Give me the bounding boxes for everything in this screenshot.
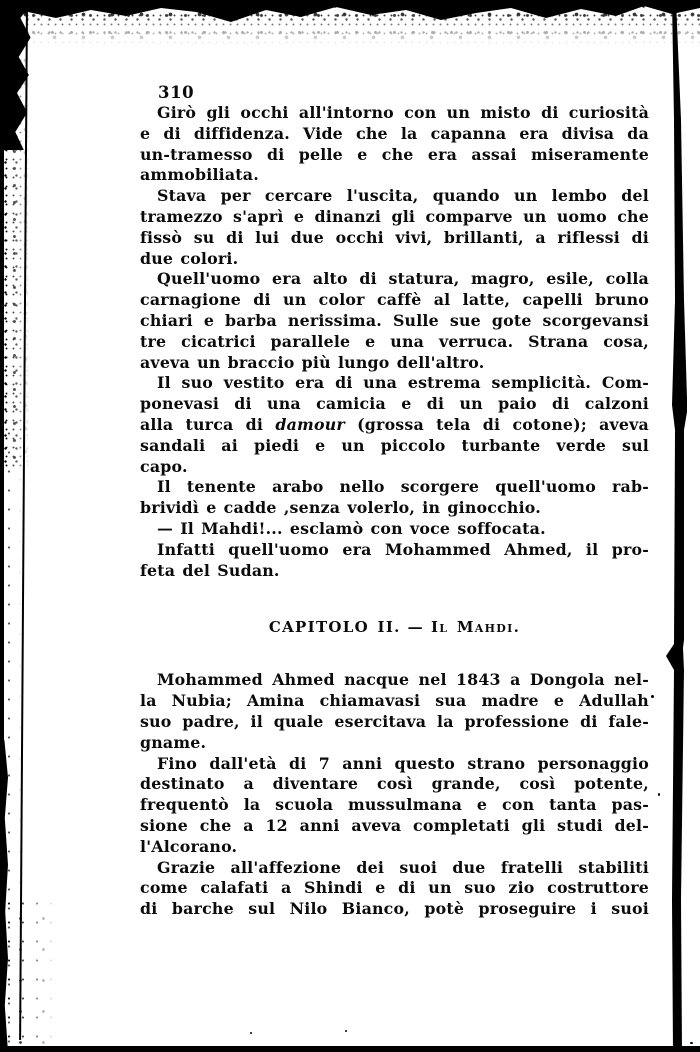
text-line: aveva un braccio più lungo dell'altro. <box>140 352 485 372</box>
scan-speck <box>345 1030 347 1032</box>
text-line: fissò su di lui due occhi vivi, brillanti, a riflessi di <box>140 227 649 247</box>
scan-artifact-bottom-left-noise <box>0 890 58 1052</box>
scan-speck <box>651 695 654 698</box>
text-line: la Nubia; Amina chiamavasi sua madre e Adullah <box>140 691 649 711</box>
text-line: l'Alcorano. <box>140 836 238 856</box>
text-line: ammobiliata. <box>140 165 259 185</box>
paragraph <box>140 103 649 186</box>
scan-speck <box>250 1032 252 1034</box>
text-line: due colori. <box>140 248 239 268</box>
text-block-before-heading <box>140 103 649 581</box>
text-line: ponevasi di una camicia e di un paio di calzoni <box>140 394 649 414</box>
text-line: di barche sul Nilo Bianco, potè proseguire i suoi <box>140 899 649 919</box>
text-line: Infatti quell'uomo era Mohammed Ahmed, il pro- <box>157 539 649 559</box>
text-line: Quell'uomo era alto di statura, magro, esile, colla <box>157 269 649 289</box>
text-line: destinato a diventare così grande, così potente, <box>140 774 649 794</box>
scan-speck <box>690 1042 693 1044</box>
text-line: Fino dall'età di 7 anni questo strano personaggio <box>157 753 649 773</box>
text-line: sandali ai piedi e un piccolo turbante verde sul <box>140 435 649 455</box>
text-line: Grazie all'affezione dei suoi due fratelli stabiliti <box>157 857 649 877</box>
paragraph <box>140 670 649 753</box>
paragraph <box>140 373 649 477</box>
paragraph <box>140 477 649 519</box>
paragraph <box>140 186 649 269</box>
text-line: chiari e barba nerissima. Sulle sue gote scorgevansi <box>140 310 649 330</box>
paragraph <box>140 540 649 582</box>
text-line: Stava per cercare l'uscita, quando un lembo del <box>157 186 649 206</box>
text-line: brividì e cadde ,senza volerlo, in ginocchio. <box>140 498 541 518</box>
paragraph <box>140 269 649 373</box>
text-block-after-heading <box>140 670 649 920</box>
heading-dash: — <box>407 618 424 637</box>
text-column <box>140 82 649 920</box>
text-line: alla turca di damour (grossa tela di cotone); aveva <box>140 414 649 434</box>
scan-speck <box>658 793 660 796</box>
scan-artifact-right-bar <box>664 0 694 1052</box>
paragraph <box>140 754 649 858</box>
text-line: capo. <box>140 456 188 476</box>
text-line: sione che a 12 anni aveva completati gli studi del- <box>140 815 649 835</box>
scan-artifact-bottom-edge <box>0 1046 700 1052</box>
paragraph <box>140 519 649 540</box>
text-line: feta del Sudan. <box>140 560 280 580</box>
chapter-heading <box>140 617 649 637</box>
text-line: tre cicatrici parallele e una verruca. Strana cosa, <box>140 331 649 351</box>
text-line: come calafati a Shindi e di un suo zio costruttore <box>140 878 649 898</box>
text-line: — Il Mahdi!... esclamò con voce soffocata. <box>157 518 546 538</box>
paragraph <box>140 858 649 920</box>
text-line: Il tenente arabo nello scorgere quell'uomo rab- <box>157 477 649 497</box>
text-line: un-tramesso di pelle e che era assai miseramente <box>140 144 649 164</box>
text-line: Girò gli occhi all'intorno con un misto di curiosità <box>157 103 649 122</box>
text-line: Mohammed Ahmed nacque nel 1843 a Dongola nel- <box>157 670 649 690</box>
text-line: Il suo vestito era di una estrema semplicità. Com- <box>157 373 649 393</box>
text-line: gname. <box>140 732 207 752</box>
text-line: e di diffidenza. Vide che la capanna era divisa da <box>140 123 649 143</box>
text-line: suo padre, il quale esercitava la professione di fale- <box>140 711 649 731</box>
chapter-number: CAPITOLO II. <box>268 618 401 637</box>
text-line: tramezzo s'aprì e dinanzi gli comparve un uomo che <box>140 206 649 226</box>
chapter-title: Il Mahdi. <box>430 618 521 637</box>
text-line: frequentò la scuola mussulmana e con tanta pas- <box>140 795 649 815</box>
page-number: 310 <box>158 83 195 102</box>
text-line: carnagione di un color caffè al latte, capelli bruno <box>140 290 649 310</box>
